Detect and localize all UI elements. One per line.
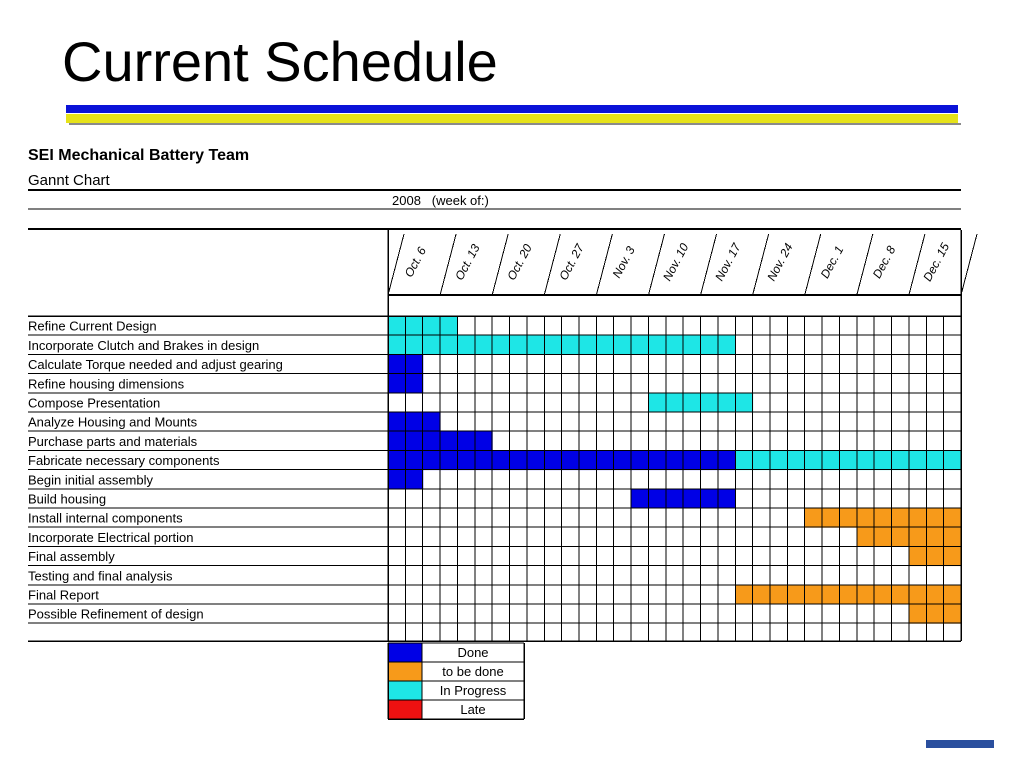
gantt-cell-in-progress <box>648 393 666 413</box>
gantt-cell-done <box>388 450 406 470</box>
gantt-cell-done <box>666 489 684 509</box>
gantt-cell-to-be-done <box>926 604 944 624</box>
gantt-cell-in-progress <box>423 316 441 336</box>
gantt-cell-to-be-done <box>909 585 927 605</box>
gantt-cell-done <box>631 489 649 509</box>
gantt-cell-done <box>562 450 580 470</box>
week-header-slant <box>909 234 925 295</box>
week-label: Nov. 17 <box>712 240 744 284</box>
task-label: Purchase parts and materials <box>28 433 198 449</box>
gantt-cell-to-be-done <box>822 508 840 528</box>
task-label: Possible Refinement of design <box>28 606 204 622</box>
gantt-cell-to-be-done <box>926 546 944 566</box>
legend-label: In Progress <box>439 683 507 698</box>
week-header-slant <box>596 234 612 295</box>
legend-swatch-in-progress <box>388 681 422 700</box>
task-label: Compose Presentation <box>28 395 161 411</box>
gantt-cell-to-be-done <box>822 585 840 605</box>
gantt-cell-done <box>423 450 441 470</box>
gantt-cell-done <box>527 450 545 470</box>
task-label: Fabricate necessary components <box>28 453 220 469</box>
gantt-cell-done <box>388 470 406 490</box>
gantt-cell-done <box>492 450 510 470</box>
week-label: Nov. 3 <box>609 243 638 281</box>
gantt-cell-in-progress <box>770 450 788 470</box>
week-header-slant <box>492 234 508 295</box>
week-label: Oct. 27 <box>556 241 587 283</box>
gantt-cell-done <box>579 450 597 470</box>
gantt-cell-done <box>510 450 528 470</box>
gantt-cell-done <box>405 431 423 451</box>
gantt-cell-done <box>388 431 406 451</box>
gantt-cell-to-be-done <box>857 585 875 605</box>
gantt-cell-done <box>631 450 649 470</box>
gantt-cell-to-be-done <box>805 585 823 605</box>
task-label: Calculate Torque needed and adjust gearing <box>28 357 283 373</box>
gantt-cell-done <box>423 412 441 432</box>
gantt-cell-in-progress <box>527 335 545 355</box>
week-label: Oct. 13 <box>452 241 483 283</box>
week-header-slant <box>805 234 821 295</box>
week-label: Nov. 24 <box>764 240 796 284</box>
week-header-slant <box>961 234 977 295</box>
slide-title: Current Schedule <box>62 30 498 93</box>
task-label: Install internal components <box>28 510 183 526</box>
gantt-cell-to-be-done <box>874 527 892 547</box>
gantt-cell-done <box>388 374 406 394</box>
legend-swatch-done <box>388 643 422 662</box>
gantt-cell-to-be-done <box>857 527 875 547</box>
gantt-cell-done <box>388 412 406 432</box>
gantt-cell-to-be-done <box>944 585 962 605</box>
gantt-cell-done <box>405 412 423 432</box>
gantt-cell-done <box>683 450 701 470</box>
week-header-slant <box>544 234 560 295</box>
gantt-cell-in-progress <box>787 450 805 470</box>
week-label: Nov. 10 <box>660 240 692 284</box>
gantt-cell-in-progress <box>423 335 441 355</box>
gantt-cell-to-be-done <box>839 585 857 605</box>
gantt-cell-in-progress <box>822 450 840 470</box>
gantt-cell-to-be-done <box>892 508 910 528</box>
gantt-cell-in-progress <box>614 335 632 355</box>
gantt-cell-in-progress <box>926 450 944 470</box>
task-label: Final assembly <box>28 549 115 565</box>
gantt-cell-in-progress <box>631 335 649 355</box>
gantt-cell-done <box>457 450 475 470</box>
gantt-cell-to-be-done <box>770 585 788 605</box>
week-label: Dec. 1 <box>817 243 847 281</box>
week-label: Dec. 15 <box>920 240 953 284</box>
gantt-cell-done <box>388 354 406 374</box>
gantt-cell-in-progress <box>405 316 423 336</box>
task-label: Refine Current Design <box>28 318 157 334</box>
week-header-slant <box>857 234 873 295</box>
gantt-cell-in-progress <box>718 393 736 413</box>
week-header-slant <box>753 234 769 295</box>
gantt-cell-done <box>718 450 736 470</box>
sheet-subtitle: Gannt Chart <box>28 172 110 189</box>
gantt-cell-to-be-done <box>909 546 927 566</box>
gantt-cell-done <box>683 489 701 509</box>
task-label: Analyze Housing and Mounts <box>28 414 198 430</box>
gantt-cell-in-progress <box>648 335 666 355</box>
gantt-cell-done <box>405 470 423 490</box>
task-label: Refine housing dimensions <box>28 376 185 392</box>
gantt-cell-done <box>405 354 423 374</box>
gantt-cell-in-progress <box>666 393 684 413</box>
gantt-cell-to-be-done <box>909 604 927 624</box>
task-label: Testing and final analysis <box>28 568 173 584</box>
week-header-slant <box>648 234 664 295</box>
gantt-cell-in-progress <box>544 335 562 355</box>
gantt-cell-to-be-done <box>926 527 944 547</box>
legend-swatch-late <box>388 700 422 719</box>
gantt-cell-to-be-done <box>857 508 875 528</box>
year-value: 2008 <box>392 193 421 208</box>
gantt-cell-in-progress <box>718 335 736 355</box>
week-header-slant <box>701 234 717 295</box>
gantt-cell-done <box>596 450 614 470</box>
gantt-cell-in-progress <box>457 335 475 355</box>
gantt-cell-to-be-done <box>735 585 753 605</box>
gantt-cell-done <box>440 450 458 470</box>
gantt-cell-in-progress <box>405 335 423 355</box>
week-label: Dec. 8 <box>869 243 899 281</box>
gantt-cell-in-progress <box>944 450 962 470</box>
gantt-cell-in-progress <box>857 450 875 470</box>
task-label: Build housing <box>28 491 107 507</box>
legend-label: to be done <box>442 664 504 679</box>
gantt-cell-in-progress <box>492 335 510 355</box>
gantt-cell-in-progress <box>440 335 458 355</box>
gantt-cell-to-be-done <box>839 508 857 528</box>
gantt-cell-to-be-done <box>926 508 944 528</box>
gantt-cell-to-be-done <box>944 546 962 566</box>
gantt-cell-in-progress <box>666 335 684 355</box>
gantt-cell-done <box>544 450 562 470</box>
gantt-cell-done <box>648 489 666 509</box>
legend-label: Done <box>457 645 489 660</box>
gantt-cell-in-progress <box>440 316 458 336</box>
gantt-cell-done <box>475 450 493 470</box>
gantt-cell-to-be-done <box>805 508 823 528</box>
gantt-cell-in-progress <box>579 335 597 355</box>
gantt-cell-in-progress <box>874 450 892 470</box>
gantt-cell-in-progress <box>839 450 857 470</box>
task-label: Incorporate Clutch and Brakes in design <box>28 337 260 353</box>
gantt-cell-in-progress <box>596 335 614 355</box>
gantt-cell-in-progress <box>683 393 701 413</box>
gantt-cell-in-progress <box>388 335 406 355</box>
gantt-cell-done <box>701 450 719 470</box>
gantt-cell-in-progress <box>510 335 528 355</box>
gantt-cell-in-progress <box>892 450 910 470</box>
legend-label: Late <box>460 702 486 717</box>
gantt-cell-in-progress <box>388 316 406 336</box>
gantt-cell-done <box>405 450 423 470</box>
week-label: Oct. 20 <box>504 241 535 283</box>
week-header-slant <box>440 234 456 295</box>
gantt-cell-in-progress <box>701 393 719 413</box>
gantt-cell-in-progress <box>805 450 823 470</box>
gantt-cell-in-progress <box>701 335 719 355</box>
gantt-cell-to-be-done <box>909 527 927 547</box>
gantt-cell-in-progress <box>753 450 771 470</box>
gantt-cell-to-be-done <box>926 585 944 605</box>
gantt-cell-in-progress <box>909 450 927 470</box>
gantt-cell-in-progress <box>683 335 701 355</box>
gantt-cell-done <box>614 450 632 470</box>
gantt-cell-done <box>457 431 475 451</box>
gantt-cell-done <box>701 489 719 509</box>
sheet-title: SEI Mechanical Battery Team <box>28 147 250 164</box>
slide-corner-mark <box>926 740 994 748</box>
gantt-cell-to-be-done <box>944 604 962 624</box>
gantt-cell-in-progress <box>562 335 580 355</box>
task-label: Incorporate Electrical portion <box>28 529 194 545</box>
gantt-cell-to-be-done <box>874 585 892 605</box>
gantt-cell-in-progress <box>735 393 753 413</box>
gantt-cell-done <box>405 374 423 394</box>
gantt-cell-to-be-done <box>944 527 962 547</box>
gantt-cell-to-be-done <box>892 527 910 547</box>
gantt-cell-done <box>423 431 441 451</box>
gantt-cell-in-progress <box>735 450 753 470</box>
gantt-cell-to-be-done <box>787 585 805 605</box>
gantt-cell-to-be-done <box>874 508 892 528</box>
week-header-slant <box>388 234 404 295</box>
gantt-cell-done <box>718 489 736 509</box>
gantt-cell-done <box>440 431 458 451</box>
gantt-cell-done <box>666 450 684 470</box>
gantt-cell-done <box>648 450 666 470</box>
gantt-cell-to-be-done <box>909 508 927 528</box>
gantt-cell-in-progress <box>475 335 493 355</box>
gantt-cell-done <box>475 431 493 451</box>
gantt-cell-to-be-done <box>753 585 771 605</box>
week-of-label: (week of:) <box>431 193 489 208</box>
legend-swatch-to-be-done <box>388 662 422 681</box>
task-label: Begin initial assembly <box>28 472 154 488</box>
gantt-cell-to-be-done <box>944 508 962 528</box>
week-label: Oct. 6 <box>401 244 430 280</box>
gantt-cell-to-be-done <box>892 585 910 605</box>
task-label: Final Report <box>28 587 99 603</box>
